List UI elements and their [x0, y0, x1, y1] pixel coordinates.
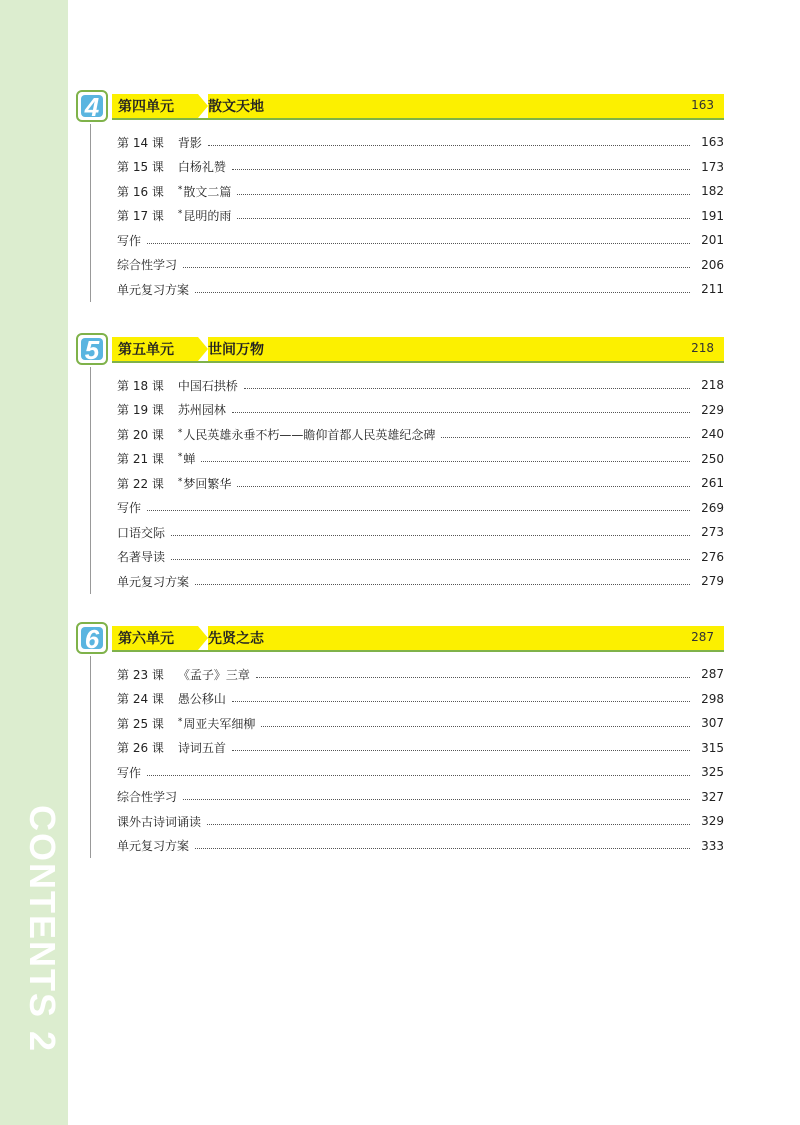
entry-title	[117, 788, 177, 805]
toc-entry[interactable]	[117, 471, 724, 496]
entry-title-text: 白杨礼赞	[177, 160, 226, 175]
entry-title-text: 苏州园林	[177, 403, 226, 418]
unit-header[interactable]	[76, 90, 724, 124]
dot-leader	[147, 243, 690, 244]
unit-title: 世间万物	[208, 342, 264, 358]
entry-title	[117, 764, 141, 781]
toc-entry[interactable]	[117, 447, 724, 472]
entry-title	[117, 813, 201, 830]
lesson-number: 第 26 课	[117, 741, 164, 756]
entry-page-number: 333	[701, 838, 724, 853]
unit-label: 第五单元	[118, 342, 174, 358]
entry-title	[178, 158, 226, 175]
unit-number: 5	[81, 338, 103, 360]
entry-page-number: 229	[701, 402, 724, 417]
toc-entry[interactable]	[117, 277, 724, 302]
entry-title-text: 中国石拱桥	[177, 378, 238, 393]
dot-leader	[256, 677, 690, 678]
toc-entry[interactable]	[117, 155, 724, 180]
toc-entry[interactable]	[117, 711, 724, 736]
unit-page-number: 287	[691, 630, 714, 644]
optional-star-mark: *	[177, 209, 183, 220]
unit-title: 散文天地	[208, 99, 264, 115]
lesson-number: 第 23 课	[117, 667, 164, 682]
entry-title-text: 诗词五首	[177, 741, 226, 756]
lesson-number: 第 17 课	[117, 209, 164, 224]
entry-title-text: 昆明的雨	[183, 209, 232, 224]
entry-page-number: 307	[701, 716, 724, 731]
entry-title-text: 单元复习方案	[117, 574, 190, 589]
unit-divider-notch	[198, 94, 208, 118]
entry-page-number: 279	[701, 574, 724, 589]
entry-title-text: 综合性学习	[117, 258, 178, 273]
dot-leader	[195, 584, 690, 585]
entry-page-number: 325	[701, 765, 724, 780]
toc-entry[interactable]	[117, 422, 724, 447]
entry-title-text: 人民英雄永垂不朽——瞻仰首都人民英雄纪念碑	[183, 427, 436, 442]
entry-page-number: 327	[701, 789, 724, 804]
toc-entry[interactable]	[117, 228, 724, 253]
unit-label: 第四单元	[118, 99, 174, 115]
toc-entry[interactable]	[117, 687, 724, 712]
toc-entry[interactable]	[117, 545, 724, 570]
optional-star-mark: *	[177, 427, 183, 438]
entry-page-number: 329	[701, 814, 724, 829]
unit-header[interactable]	[76, 622, 724, 656]
unit-label: 第六单元	[118, 631, 174, 647]
optional-star-mark: *	[177, 476, 183, 487]
dot-leader	[207, 824, 690, 825]
dot-leader	[441, 437, 690, 438]
lesson-number: 第 18 课	[117, 378, 164, 393]
entry-title-text: 单元复习方案	[117, 839, 190, 854]
unit-entries	[90, 367, 724, 594]
entry-title-text: 背影	[177, 135, 202, 150]
entry-page-number: 206	[701, 257, 724, 272]
toc-entry[interactable]	[117, 785, 724, 810]
toc-entry[interactable]	[117, 130, 724, 155]
toc-entry[interactable]	[117, 834, 724, 859]
toc-entry[interactable]	[117, 569, 724, 594]
unit-header[interactable]	[76, 333, 724, 367]
entry-title	[178, 207, 232, 224]
entry-title-text: 口语交际	[117, 525, 166, 540]
dot-leader	[171, 559, 690, 560]
dot-leader	[232, 701, 690, 702]
dot-leader	[183, 799, 690, 800]
lesson-number: 第 19 课	[117, 403, 164, 418]
entry-title	[117, 837, 189, 854]
dot-leader	[237, 194, 690, 195]
unit-number-badge	[76, 622, 108, 654]
contents-sidebar	[0, 0, 68, 1125]
unit-title: 先贤之志	[208, 631, 264, 647]
entry-title	[178, 183, 232, 200]
dot-leader	[201, 461, 690, 462]
dot-leader	[147, 510, 690, 511]
lesson-number: 第 21 课	[117, 452, 164, 467]
optional-star-mark: *	[177, 716, 183, 727]
entry-title	[117, 232, 141, 249]
entry-page-number: 218	[701, 378, 724, 393]
entry-page-number: 315	[701, 740, 724, 755]
entry-title-text: 梦回繁华	[183, 476, 232, 491]
dot-leader	[171, 535, 690, 536]
entry-title-text: 名著导读	[117, 550, 166, 565]
dot-leader	[237, 486, 690, 487]
dot-leader	[195, 848, 690, 849]
unit-divider-notch	[198, 626, 208, 650]
entry-title	[117, 524, 165, 541]
toc-entry[interactable]	[117, 204, 724, 229]
entry-page-number: 250	[701, 451, 724, 466]
entry-title	[117, 573, 189, 590]
entry-title	[178, 134, 202, 151]
entry-title-text: 课外古诗词诵读	[117, 814, 202, 829]
lesson-number: 第 15 课	[117, 160, 164, 175]
entry-title-text: 单元复习方案	[117, 282, 190, 297]
toc-entry[interactable]	[117, 398, 724, 423]
entry-title-text: 蝉	[183, 452, 196, 467]
entry-title	[117, 499, 141, 516]
entry-title	[117, 548, 165, 565]
dot-leader	[237, 218, 690, 219]
lesson-number: 第 14 课	[117, 135, 164, 150]
unit-number: 6	[81, 627, 103, 649]
entry-title	[178, 401, 226, 418]
toc-entry[interactable]	[117, 736, 724, 761]
unit-page-number: 218	[691, 341, 714, 355]
dot-leader	[183, 267, 690, 268]
optional-star-mark: *	[177, 184, 183, 195]
dot-leader	[195, 292, 690, 293]
entry-title	[178, 377, 238, 394]
entry-title	[117, 256, 177, 273]
entry-page-number: 201	[701, 233, 724, 248]
unit-number-badge	[76, 90, 108, 122]
entry-title	[178, 739, 226, 756]
lesson-number: 第 16 课	[117, 184, 164, 199]
unit-number: 4	[81, 95, 103, 117]
lesson-number: 第 22 课	[117, 476, 164, 491]
entry-title-text: 写作	[117, 765, 142, 780]
toc-entry[interactable]	[117, 253, 724, 278]
entry-page-number: 211	[701, 282, 724, 297]
entry-page-number: 163	[701, 135, 724, 150]
toc-entry[interactable]	[117, 179, 724, 204]
entry-page-number: 182	[701, 184, 724, 199]
entry-title	[178, 690, 226, 707]
optional-star-mark: *	[177, 452, 183, 463]
toc-entry[interactable]	[117, 662, 724, 687]
entry-page-number: 191	[701, 208, 724, 223]
toc-entry[interactable]	[117, 520, 724, 545]
unit-entries	[90, 124, 724, 302]
entry-page-number: 240	[701, 427, 724, 442]
entry-page-number: 173	[701, 159, 724, 174]
unit-section	[76, 90, 724, 302]
entry-page-number: 287	[701, 667, 724, 682]
unit-section	[76, 622, 724, 858]
entry-title-text: 愚公移山	[177, 692, 226, 707]
entry-title-text: 写作	[117, 501, 142, 516]
entry-title-text: 散文二篇	[183, 184, 232, 199]
entry-title	[178, 666, 250, 683]
entry-title-text: 写作	[117, 233, 142, 248]
entry-title	[178, 715, 256, 732]
toc-entry[interactable]	[117, 760, 724, 785]
lesson-number: 第 24 课	[117, 692, 164, 707]
entry-page-number: 298	[701, 691, 724, 706]
dot-leader	[147, 775, 690, 776]
entry-title	[178, 450, 196, 467]
unit-page-number: 163	[691, 98, 714, 112]
entry-title-text: 周亚夫军细柳	[183, 716, 256, 731]
entry-title	[178, 475, 232, 492]
toc-entry[interactable]	[117, 496, 724, 521]
entry-title	[178, 426, 436, 443]
unit-number-badge	[76, 333, 108, 365]
entry-page-number: 273	[701, 525, 724, 540]
dot-leader	[208, 145, 690, 146]
entry-page-number: 261	[701, 476, 724, 491]
lesson-number: 第 25 课	[117, 716, 164, 731]
entry-page-number: 276	[701, 549, 724, 564]
dot-leader	[244, 388, 690, 389]
contents-vertical-label: CONTENTS 2	[22, 805, 63, 1054]
toc-entry[interactable]	[117, 373, 724, 398]
entry-page-number: 269	[701, 500, 724, 515]
dot-leader	[232, 750, 690, 751]
dot-leader	[232, 412, 690, 413]
unit-divider-notch	[198, 337, 208, 361]
toc-entry[interactable]	[117, 809, 724, 834]
unit-entries	[90, 656, 724, 858]
entry-title-text: 《孟子》三章	[177, 667, 250, 682]
dot-leader	[232, 169, 690, 170]
dot-leader	[261, 726, 690, 727]
lesson-number: 第 20 课	[117, 427, 164, 442]
unit-section	[76, 333, 724, 594]
entry-title-text: 综合性学习	[117, 790, 178, 805]
entry-title	[117, 281, 189, 298]
